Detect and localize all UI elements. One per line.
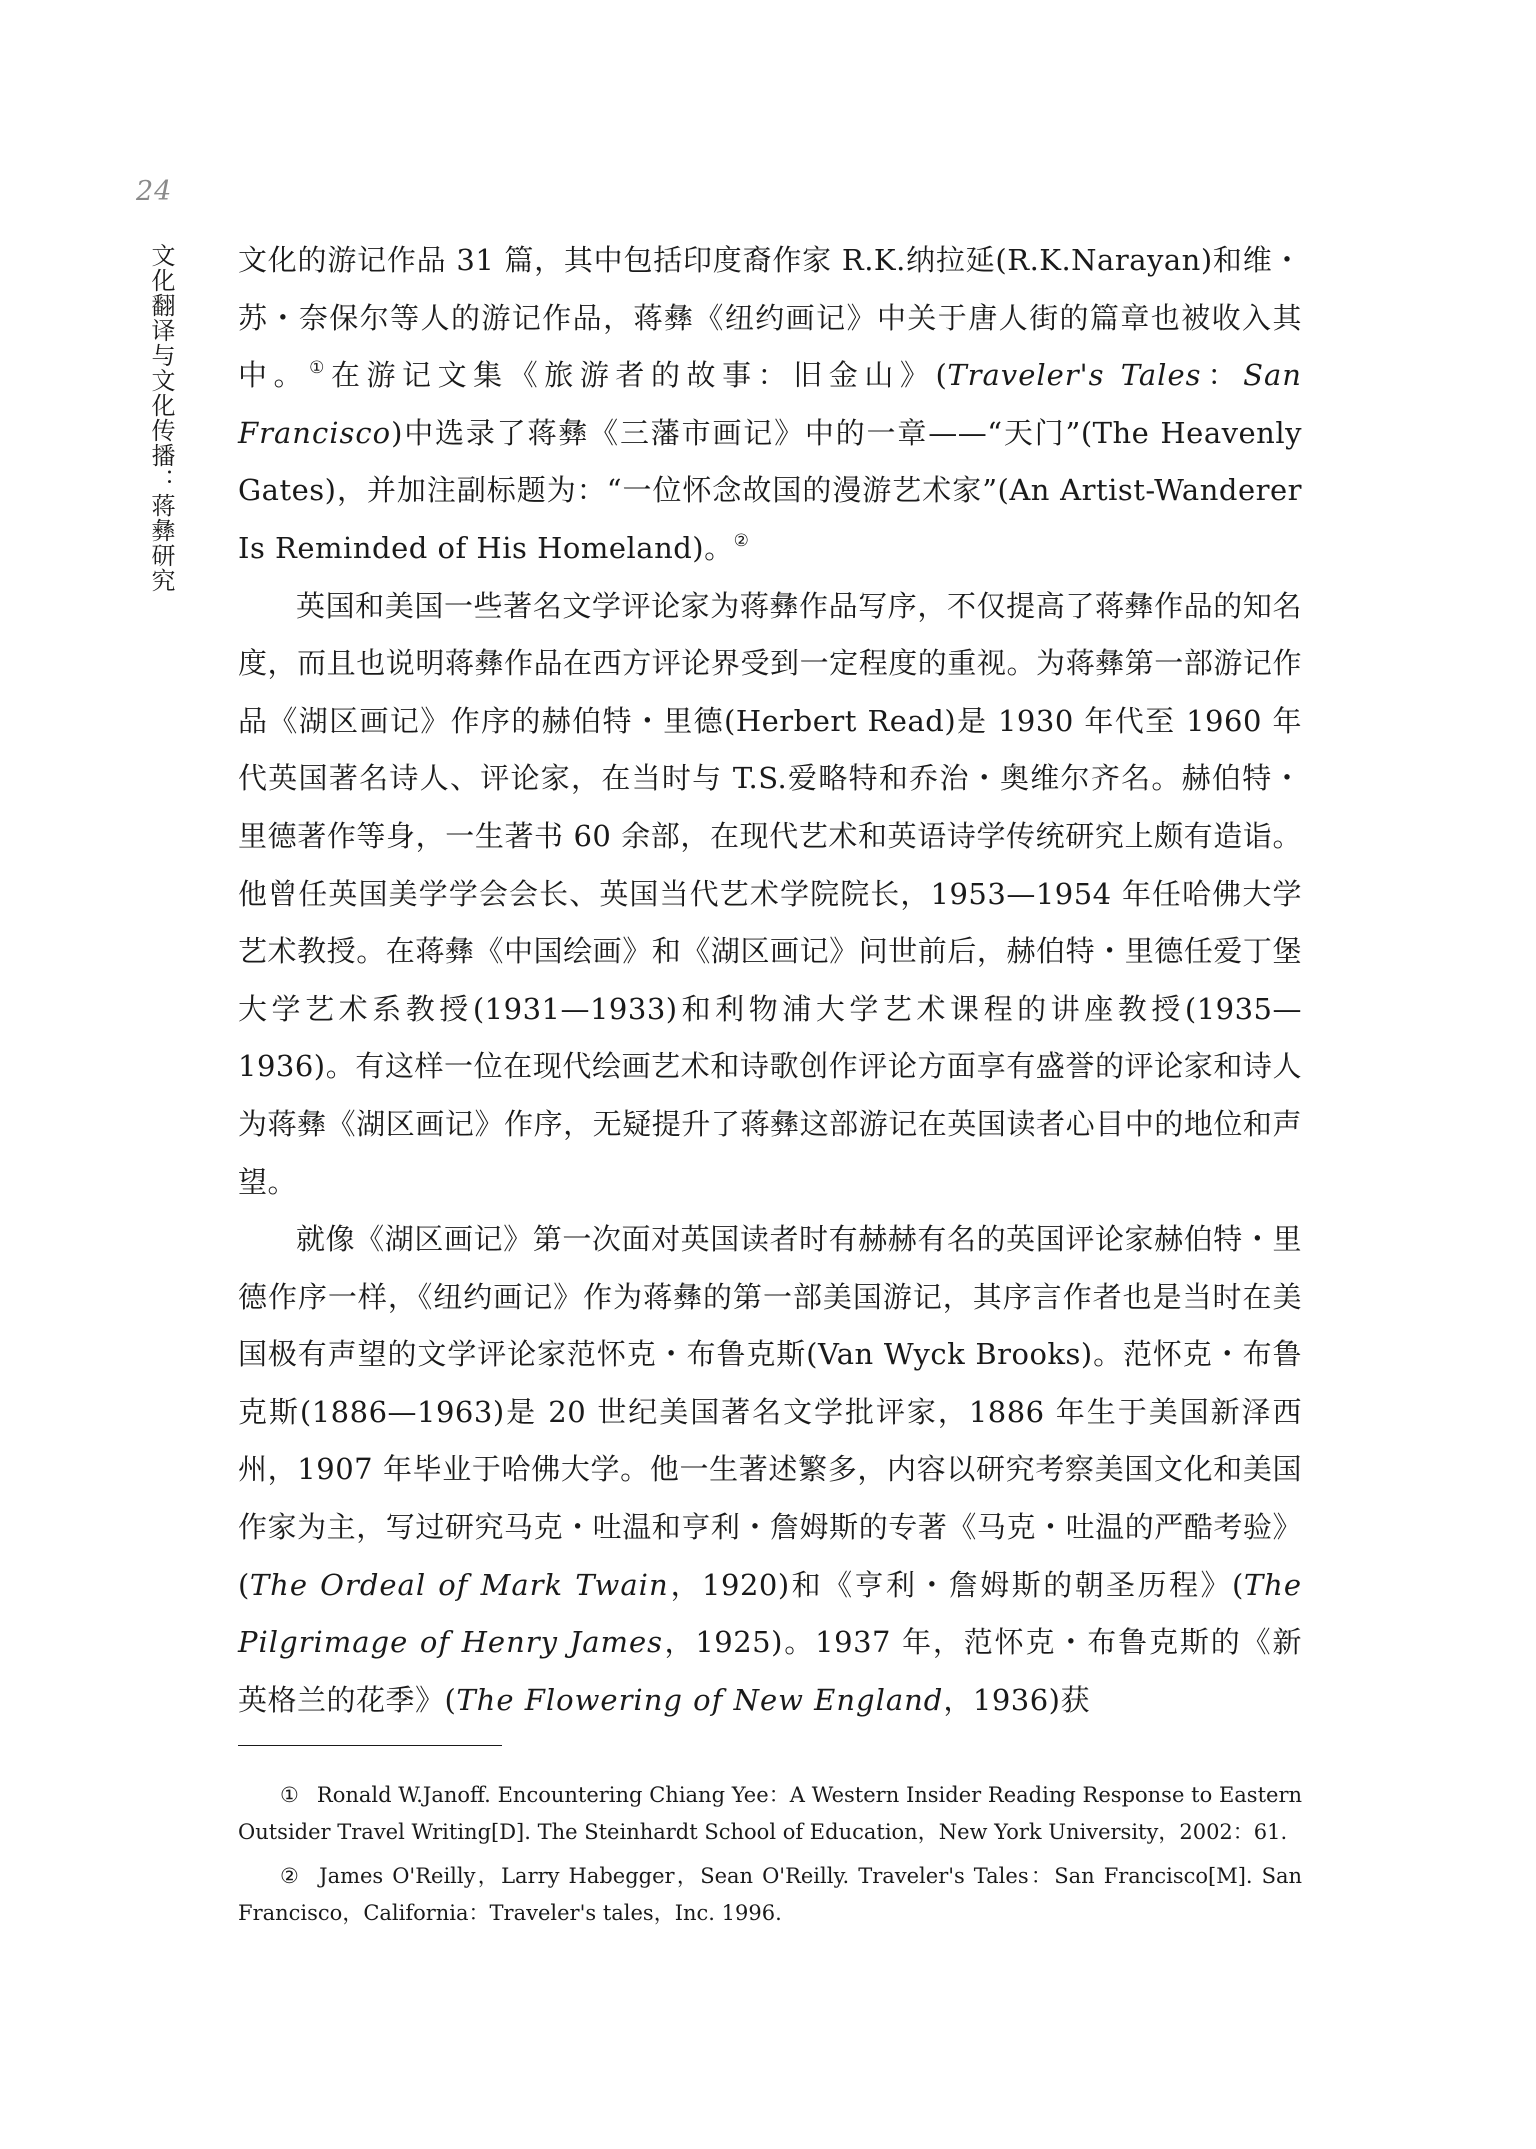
footnote-rule (238, 1745, 502, 1746)
text-run: 就像《湖区画记》第一次面对英国读者时有赫赫有名的英国评论家赫伯特・里德作序一样，《纽约画记》作为蒋彝的第一部美国游记，其序言作者也是当时在美国极有声望的文学评论家范怀克・布鲁克斯(Van Wyck Brooks)。范怀克・布鲁克斯(1886—1963)是 20 世纪美国著名文学批评家，1886 年生于美国新泽西州，1907 年毕业于哈佛大学。他一生著述繁多，内容以研究考察美国文化和美国作家为主，写过研究马克・吐温和亨利・詹姆斯的专著《马克・吐温的严酷考验》( (238, 1222, 1302, 1602)
text-run: 英国和美国一些著名文学评论家为蒋彝作品写序，不仅提高了蒋彝作品的知名度，而且也说明蒋彝作品在西方评论界受到一定程度的重视。为蒋彝第一部游记作品《湖区画记》作序的赫伯特・里德(Herbert Read)是 1930 年代至 1960 年代英国著名诗人、评论家，在当时与 T.S.爱略特和乔治・奥维尔齐名。赫伯特・里德著作等身，一生著书 60 余部，在现代艺术和英语诗学传统研究上颇有造诣。他曾任英国美学学会会长、英国当代艺术学院院长，1953—1954 年任哈佛大学艺术教授。在蒋彝《中国绘画》和《湖区画记》问世前后，赫伯特・里德任爱丁堡大学艺术系教授(1931—1933)和利物浦大学艺术课程的讲座教授(1935—1936)。有这样一位在现代绘画艺术和诗歌创作评论方面享有盛誉的评论家和诗人为蒋彝《湖区画记》作序，无疑提升了蒋彝这部游记在英国读者心目中的地位和声望。 (238, 588, 1302, 1199)
footnote-ref: ② (733, 530, 750, 551)
text-run: 在游记文集《旅游者的故事：旧金山》( (330, 358, 948, 393)
footnote-marker: ② (280, 1864, 302, 1888)
footnotes (238, 1777, 1302, 1939)
body-text (238, 232, 1302, 1729)
text-run: ，1936)获 (943, 1682, 1090, 1717)
italic-title: San Francisco (238, 358, 1302, 450)
italic-title: Traveler's Tales (947, 358, 1202, 393)
text-run: ： (1201, 358, 1244, 393)
italic-title: The Pilgrimage of Henry James (238, 1567, 1302, 1660)
page-number: 24 (136, 176, 173, 207)
paragraph (238, 1211, 1302, 1729)
running-head: 文化翻译与文化传播：蒋彝研究 (147, 243, 175, 593)
footnote (238, 1858, 1302, 1932)
footnote-marker: ① (280, 1783, 299, 1807)
text-run: ，1925)。1937 年，范怀克・布鲁克斯的《新英格兰的花季》( (238, 1625, 1302, 1717)
paragraph (238, 232, 1302, 578)
footnote-ref: ① (309, 358, 331, 379)
italic-title: The Flowering of New England (456, 1682, 944, 1717)
footnote-text: Ronald W.Janoff. Encountering Chiang Yee：A Western Insider Reading Response to Eastern Outsider Travel Writing[D]. The Steinhardt School of Education，New York University，2002：61. (238, 1783, 1303, 1844)
paragraph (238, 578, 1302, 1212)
footnote-text: James O'Reilly，Larry Habegger，Sean O'Reilly. Traveler's Tales：San Francisco[M]. San Francisco，California：Traveler's tales，Inc. 1996. (238, 1864, 1302, 1925)
text-run: )中选录了蒋彝《三藩市画记》中的一章——“天门”(The Heavenly Gates)，并加注副标题为：“一位怀念故国的漫游艺术家”(An Artist-Wanderer Is Reminded of His Homeland)。 (238, 415, 1302, 565)
italic-title: The Ordeal of Mark Twain (249, 1567, 669, 1602)
footnote (238, 1777, 1302, 1851)
text-run: ，1920)和《亨利・詹姆斯的朝圣历程》( (668, 1567, 1244, 1602)
text-run: 文化的游记作品 31 篇，其中包括印度裔作家 R.K.纳拉延(R.K.Narayan)和维・苏・奈保尔等人的游记作品，蒋彝《纽约画记》中关于唐人街的篇章也被收入其中。 (238, 243, 1302, 393)
